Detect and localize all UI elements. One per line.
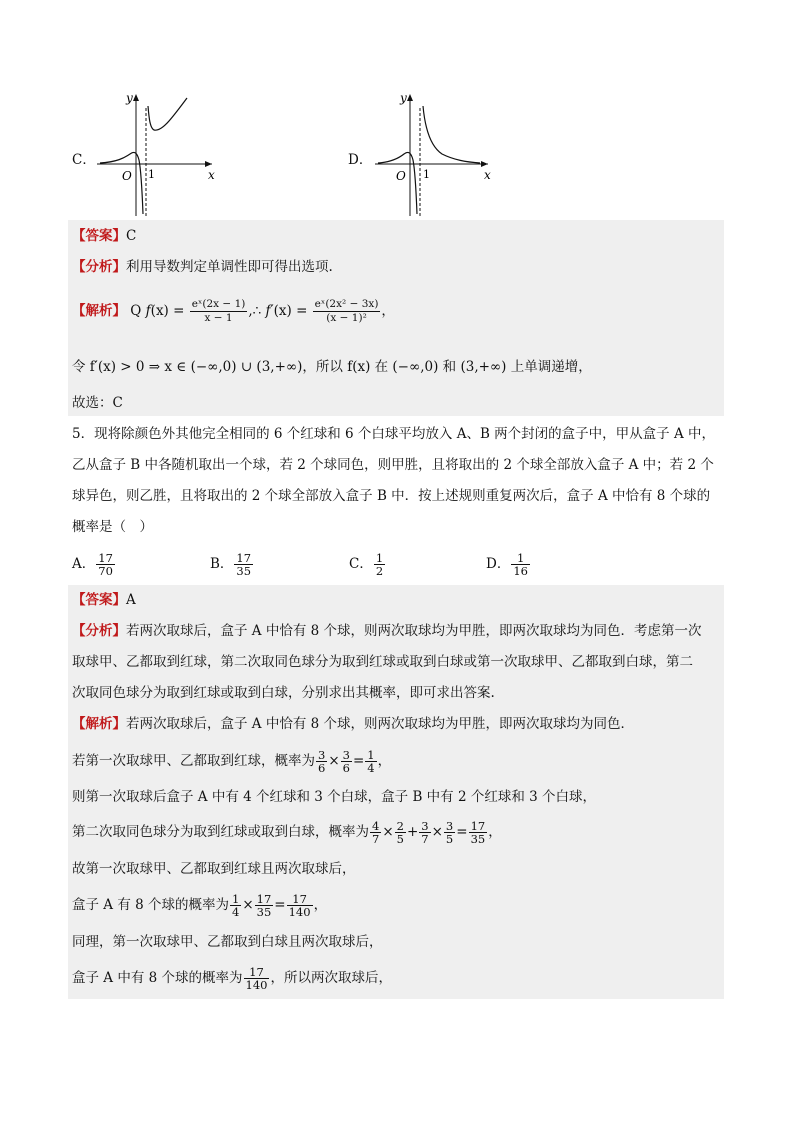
analysis-text-1: 若两次取球后，盒子 A 中恰有 8 个球，则两次取球均为甲胜，即两次取球均为同色．考虑第一次 [126, 623, 702, 639]
y-label: y [400, 91, 407, 105]
fraction [395, 820, 406, 845]
option-fraction [374, 552, 385, 577]
operator: × [431, 824, 443, 840]
denominator: 7 [372, 832, 380, 846]
denominator: 6 [342, 761, 350, 775]
numerator: 1 [232, 892, 240, 906]
analysis-tag: 【分析】 [72, 259, 126, 275]
option-letter: B． [210, 556, 234, 572]
numerator: 17 [256, 892, 272, 906]
denominator: 35 [236, 564, 252, 578]
solution-text-1: 若两次取球后，盒子 A 中恰有 8 个球，则两次取球均为甲胜，即两次取球均为同色． [126, 716, 635, 732]
answer-tag: 【答案】 [72, 592, 126, 608]
denominator: 140 [245, 978, 268, 992]
denominator: 7 [421, 832, 429, 846]
curve-left [378, 152, 417, 214]
q5-option-a [72, 552, 116, 577]
f-fraction [190, 298, 248, 325]
q5-solution-8 [72, 963, 392, 993]
operator: = [456, 824, 468, 840]
q5-solution-6 [72, 890, 327, 920]
numerator: 1 [375, 551, 384, 565]
q4-answer [72, 226, 136, 246]
denominator: 2 [375, 564, 384, 578]
solution-text-2: 若第一次取球甲、乙都取到红球，概率为 [72, 753, 315, 769]
graph-c [72, 88, 232, 218]
fraction [341, 749, 352, 774]
graph-d-plot [370, 88, 510, 218]
numerator: 3 [445, 819, 454, 833]
q5-solution-4 [72, 817, 502, 847]
q5-solution-7: 同理，第一次取球甲、乙都取到白球且两次取球后， [72, 934, 383, 950]
denominator: 5 [396, 832, 404, 846]
comma: ， [313, 897, 328, 913]
numerator: 2 [396, 819, 404, 833]
q5-stem-1: 5．现将除颜色外其他完全相同的 6 个红球和 6 个白球平均放入 A、B 两个封闭的盒子中，甲从盒子 A 中， [72, 426, 716, 442]
denominator: 4 [367, 761, 375, 775]
fraction [370, 820, 381, 845]
answer-tag: 【答案】 [72, 228, 126, 244]
eq-2: = [296, 303, 308, 319]
numerator: eˣ(2x² − 3x) [314, 298, 379, 310]
q5-solution-5: 故第一次取球甲、乙都取到红球且两次取球后， [72, 861, 356, 877]
f-arg: (x) [150, 303, 169, 319]
curve-right [423, 106, 480, 163]
numerator: 1 [367, 748, 375, 762]
numerator: 3 [421, 819, 429, 833]
one-label: 1 [148, 168, 155, 181]
curve-left [100, 152, 143, 214]
numerator: 3 [318, 748, 326, 762]
denominator: (x − 1)² [326, 312, 367, 324]
x-axis-arrow [205, 161, 212, 167]
fprime-symbol: f′ [265, 303, 274, 319]
fraction [316, 749, 327, 774]
option-fraction [234, 552, 253, 577]
numerator: 17 [236, 551, 252, 565]
comma: ， [488, 824, 502, 840]
q4-solution-line2: 令 f′(x) > 0 ⇒ x ∈ (−∞,0) ∪ (3,+∞)，所以 f(x) 在 (−∞,0) 和 (3,+∞) 上单调递增， [72, 359, 592, 375]
denominator: 140 [288, 905, 311, 919]
fraction [255, 893, 274, 918]
fraction [419, 820, 430, 845]
denominator: 6 [318, 761, 326, 775]
q5-option-b [210, 552, 254, 577]
denominator: 70 [98, 564, 113, 578]
because-symbol: Q [130, 303, 142, 319]
fraction [444, 820, 455, 845]
numerator: 1 [511, 552, 530, 565]
y-axis-arrow [407, 94, 413, 101]
analysis-tag: 【分析】 [72, 623, 126, 639]
q5-analysis-1 [72, 621, 702, 641]
numerator: 17 [287, 893, 313, 906]
solution-text-8-end: ，所以两次取球后， [270, 970, 392, 986]
curve-right [148, 98, 187, 130]
denominator: 35 [470, 832, 486, 846]
denominator: 5 [445, 832, 454, 846]
operator: + [406, 824, 419, 840]
one-label: 1 [423, 168, 430, 181]
q5-solution-1 [72, 714, 634, 734]
x-axis-arrow [481, 161, 488, 167]
answer-value: A [126, 592, 136, 608]
solution-text-8: 盒子 A 中有 8 个球的概率为 [72, 970, 243, 986]
numerator: 17 [470, 819, 486, 833]
denominator: 35 [256, 905, 272, 919]
q5-option-c [349, 552, 386, 577]
denominator: 16 [513, 564, 528, 578]
solution-text-6: 盒子 A 有 8 个球的概率为 [72, 897, 230, 913]
fraction [287, 893, 313, 918]
q5-stem-4: 概率是（ ） [72, 519, 153, 535]
q5-analysis-3: 次取同色球分为取到红球或取到白球，分别求出其概率，即可求出答案. [72, 685, 495, 701]
operator: × [382, 824, 394, 840]
numerator: 3 [342, 748, 350, 762]
comma: ， [381, 303, 395, 319]
solution-tag: 【解析】 [72, 303, 126, 319]
q5-stem-3: 球异色，则乙胜，且将取出的 2 个球全部放入盒子 B 中．按上述规则重复两次后，盒子 A 中恰有 8 个球的 [72, 488, 711, 504]
fraction [244, 966, 270, 991]
denominator: 4 [232, 905, 240, 919]
denominator: x − 1 [204, 312, 233, 324]
solution-text-4: 第二次取同色球分为取到红球或取到白球，概率为 [72, 824, 369, 840]
option-letter: D． [486, 556, 511, 572]
fprime-arg: (x) [273, 303, 292, 319]
option-fraction [511, 552, 530, 577]
option-d-label: D． [348, 152, 373, 168]
answer-value: C [126, 228, 137, 244]
numerator: 17 [244, 966, 270, 979]
q5-option-d [486, 552, 531, 577]
q5-solution-2 [72, 746, 391, 776]
analysis-text: 利用导数判定单调性即可得出选项. [126, 259, 333, 275]
operator: = [352, 753, 365, 769]
origin-label: O [396, 169, 406, 183]
graph-c-plot [92, 88, 232, 218]
operator: × [242, 897, 254, 913]
numerator: eˣ(2x − 1) [191, 298, 246, 310]
q5-stem-2: 乙从盒子 B 中各随机取出一个球，若 2 个球同色，则甲胜，且将取出的 2 个球全部放入盒子 A 中；若 2 个 [72, 457, 714, 473]
q4-solution-line1 [72, 296, 395, 326]
numerator: 4 [372, 819, 380, 833]
x-label: x [208, 168, 215, 182]
q5-analysis-2: 取球甲、乙都取到红球，第二次取同色球分为取到红球或取到白球或第一次取球甲、乙都取到白球，第二 [72, 654, 693, 670]
y-axis-arrow [133, 94, 139, 101]
x-label: x [484, 168, 491, 182]
solution-tag: 【解析】 [72, 716, 126, 732]
therefore: ,∴ [248, 303, 262, 319]
fraction [469, 820, 488, 845]
fraction [230, 893, 241, 918]
numerator: 17 [98, 551, 113, 565]
y-label: y [126, 91, 133, 105]
fraction [365, 749, 376, 774]
q4-solution-line3: 故选：C [72, 395, 123, 411]
f-symbol: f [145, 303, 151, 319]
option-letter: A． [72, 556, 96, 572]
q5-answer [72, 590, 136, 610]
option-fraction [96, 552, 115, 577]
comma: ， [377, 753, 392, 769]
graph-d [348, 88, 508, 218]
fprime-fraction [313, 298, 381, 325]
origin-label: O [122, 169, 132, 183]
option-letter: C． [349, 556, 373, 572]
operator: = [274, 897, 286, 913]
option-c-label: C． [72, 152, 96, 168]
eq-1: = [173, 303, 185, 319]
q4-analysis [72, 257, 333, 277]
q5-solution-3: 则第一次取球后盒子 A 中有 4 个红球和 3 个白球，盒子 B 中有 2 个红球和 3 个白球， [72, 789, 597, 805]
operator: × [328, 753, 340, 769]
